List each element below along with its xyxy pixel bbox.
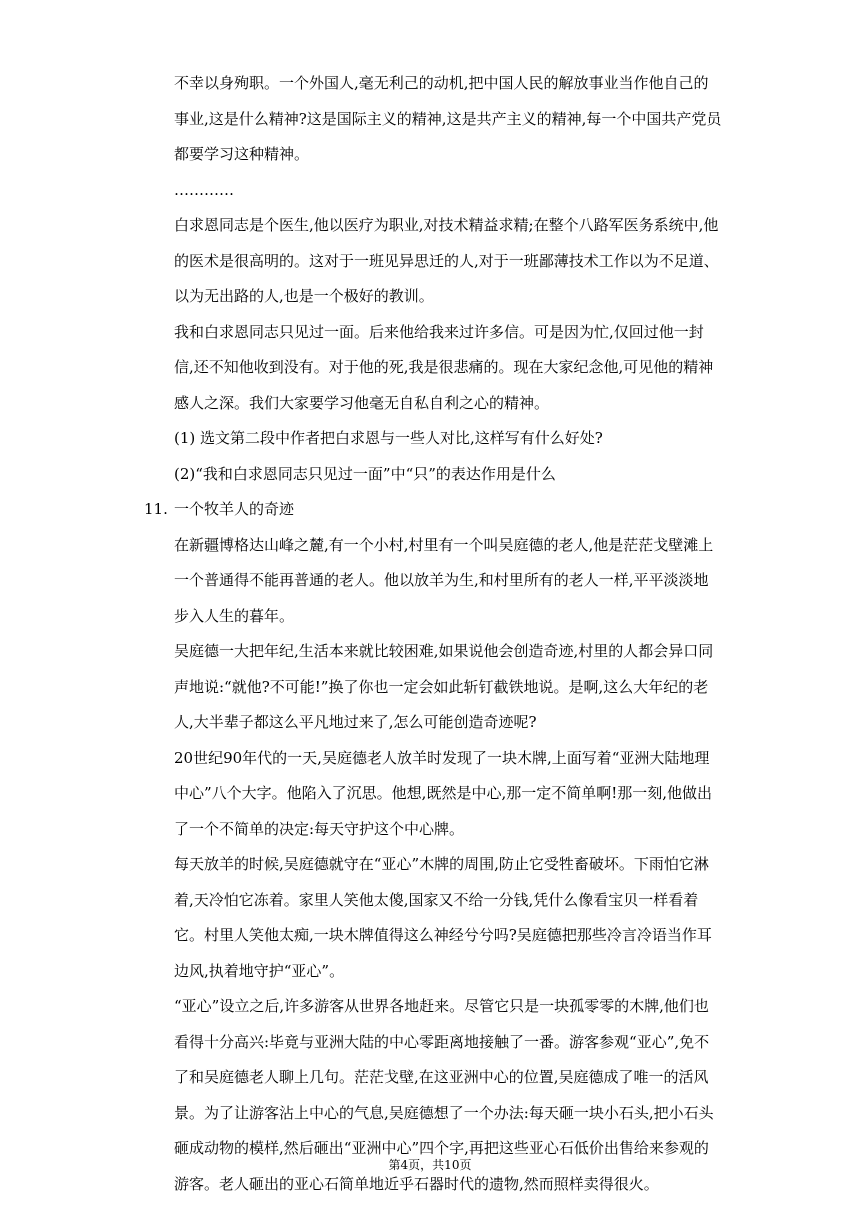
passage-paragraph: 我和白求恩同志只见过一面。后来他给我来过许多信。可是因为忙,仅回过他一封信,还不知他收到没有。对于他的死,我是很悲痛的。现在大家纪念他,可见他的精神感人之深。我们大家要学习他毫无自私自利之心的精神。 <box>174 322 714 412</box>
page-footer: 第4页，共10页 <box>388 1158 472 1172</box>
story-paragraph: “亚心”设立之后,许多游客从世界各地赶来。尽管它只是一块孤零零的木牌,他们也看得十分高兴:毕竟与亚洲大陆的中心零距离地接触了一番。游客参观“亚心”,免不了和吴庭德老人聊上几句。茫茫戈壁,在这亚洲中心的位置,吴庭德成了唯一的活风景。为了让游客沾上中心的气息,吴庭德想了一个办法:每天砸一块小石头,把小石头砸成动物的模样,然后砸出“亚洲中心”四个字,再把这些亚心石低价出售给来参观的游客。老人砸出的亚心石简单地近乎石器时代的遗物,然而照样卖得很火。 <box>174 997 714 1193</box>
story-paragraph: 每天放羊的时候,吴庭德就守在“亚心”木牌的周围,防止它受牲畜破坏。下雨怕它淋着,天冷怕它冻着。家里人笑他太傻,国家又不给一分钱,凭什么像看宝贝一样看着它。村里人笑他太痴,一块木牌值得这么神经兮兮吗?吴庭德把那些冷言冷语当作耳边风,执着地守护“亚心”。 <box>174 855 712 980</box>
question-10-2: (2)“我和白求恩同志只见过一面”中“只”的表达作用是什么 <box>174 464 556 483</box>
question-10-1: (1) 选文第二段中作者把白求恩与一些人对比,这样写有什么好处? <box>174 429 603 447</box>
story-paragraph: 20世纪90年代的一天,吴庭德老人放羊时发现了一块木牌,上面写着“亚洲大陆地理中心”八个大字。他陷入了沉思。他想,既然是中心,那一定不简单啊!那一刻,他做出了一个不简单的决定:每天守护这个中心牌。 <box>174 748 713 838</box>
passage-paragraph: 白求恩同志是个医生,他以医疗为职业,对技术精益求精;在整个八路军医务系统中,他的医术是很高明的。这对于一班见异思迁的人,对于一班鄙薄技术工作以为不足道、以为无出路的人,也是一个极好的教训。 <box>174 216 719 305</box>
story-paragraph: 在新疆博格达山峰之麓,有一个小村,村里有一个叫吴庭德的老人,他是茫茫戈壁滩上一个普通得不能再普通的老人。他以放羊为生,和村里所有的老人一样,平平淡淡地步入人生的暮年。 <box>174 535 714 625</box>
passage-paragraph: 不幸以身殉职。一个外国人,毫无利己的动机,把中国人民的解放事业当作他自己的事业,这是什么精神?这是国际主义的精神,这是共产主义的精神,每一个中国共产党员都要学习这种精神。 <box>174 74 722 163</box>
story-paragraph: 吴庭德一大把年纪,生活本来就比较困难,如果说他会创造奇迹,村里的人都会异口同声地说:“就他?不可能!”换了你也一定会如此斩钉截铁地说。是啊,这么大年纪的老人,大半辈子都这么平凡地过来了,怎么可能创造奇迹呢? <box>174 642 714 731</box>
question-title: 一个牧羊人的奇迹 <box>174 500 295 518</box>
question-number: 11. <box>144 500 168 518</box>
question-11-header <box>144 492 722 528</box>
ellipsis-line: ………… <box>174 180 234 199</box>
page-content <box>144 66 722 1202</box>
